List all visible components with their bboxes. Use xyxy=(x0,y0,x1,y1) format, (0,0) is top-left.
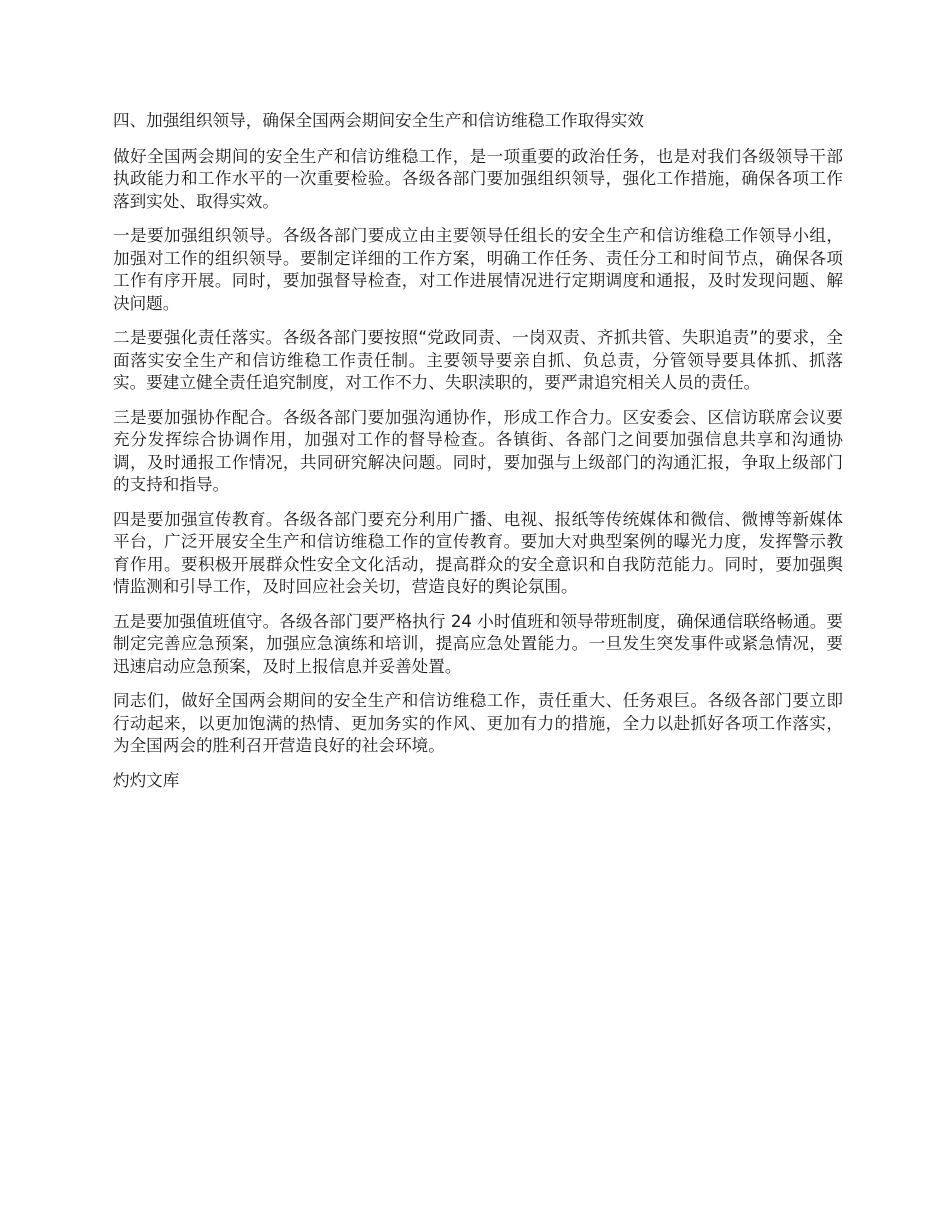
paragraph-duty: 五是要加强值班值守。各级各部门要严格执行 24 小时值班和领导带班制度，确保通信联络畅通。要制定完善应急预案，加强应急演练和培训，提高应急处置能力。一旦发生突发事件或紧急情况，要迅速启动应急预案，及时上报信息并妥善处置。 xyxy=(113,611,843,676)
paragraph-organization: 一是要加强组织领导。各级各部门要成立由主要领导任组长的安全生产和信访维稳工作领导小组，加强对工作的组织领导。要制定详细的工作方案，明确工作任务、责任分工和时间节点，确保各项工作有序开展。同时，要加强督导检查，对工作进展情况进行定期调度和通报，及时发现问题、解决问题。 xyxy=(113,226,843,313)
paragraph-intro: 做好全国两会期间的安全生产和信访维稳工作，是一项重要的政治任务，也是对我们各级领导干部执政能力和工作水平的一次重要检验。各级各部门要加强组织领导，强化工作措施，确保各项工作落到实处、取得实效。 xyxy=(113,146,843,211)
document-page xyxy=(113,110,843,792)
section-heading: 四、加强组织领导，确保全国两会期间安全生产和信访维稳工作取得实效 xyxy=(113,111,644,130)
footer-source: 灼灼文库 xyxy=(113,770,180,790)
paragraph-closing: 同志们，做好全国两会期间的安全生产和信访维稳工作，责任重大、任务艰巨。各级各部门要立即行动起来，以更加饱满的热情、更加务实的作风、更加有力的措施，全力以赴抓好各项工作落实，为全国两会的胜利召开营造良好的社会环境。 xyxy=(113,691,843,755)
paragraph-publicity: 四是要加强宣传教育。各级各部门要充分利用广播、电视、报纸等传统媒体和微信、微博等新媒体平台，广泛开展安全生产和信访维稳工作的宣传教育。要加大对典型案例的曝光力度，发挥警示教育作用。要积极开展群众性安全文化活动，提高群众的安全意识和自我防范能力。同时，要加强舆情监测和引导工作，及时回应社会关切，营造良好的舆论氛围。 xyxy=(113,509,843,596)
paragraph-coordination: 三是要加强协作配合。各级各部门要加强沟通协作，形成工作合力。区安委会、区信访联席会议要充分发挥综合协调作用，加强对工作的督导检查。各镇街、各部门之间要加强信息共享和沟通协调，及时通报工作情况，共同研究解决问题。同时，要加强与上级部门的沟通汇报，争取上级部门的支持和指导。 xyxy=(113,407,843,494)
paragraph-responsibility: 二是要强化责任落实。各级各部门要按照“党政同责、一岗双责、齐抓共管、失职追责”的要求，全面落实安全生产和信访维稳工作责任制。主要领导要亲自抓、负总责，分管领导要具体抓、抓落实。要建立健全责任追究制度，对工作不力、失职渎职的，要严肃追究相关人员的责任。 xyxy=(113,328,843,392)
